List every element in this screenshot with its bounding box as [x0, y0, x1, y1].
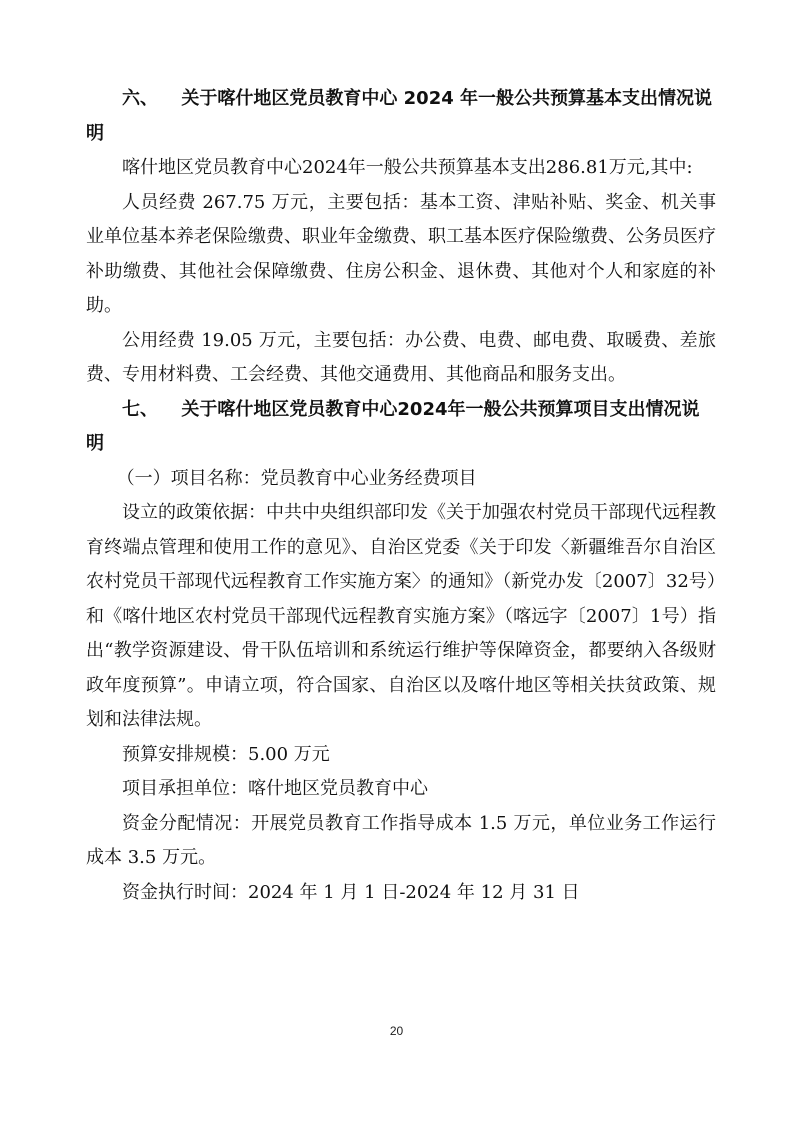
- policy-basis: 设立的政策依据：中共中央组织部印发《关于加强农村党员干部现代远程教育终端点管理和使用工作的意见》、自治区党委《关于印发〈新疆维吾尔自治区农村党员干部现代远程教育工作实施方案〉的通知》（新党办发〔2007〕32号）和《喀什地区农村党员干部现代远程教育实施方案》（喀远字〔2007〕1号）指出“教学资源建设、骨干队伍培训和系统运行维护等保障资金，都要纳入各级财政年度预算”。申请立项，符合国家、自治区以及喀什地区等相关扶贫政策、规划和法律法规。: [86, 502, 716, 730]
- budget-scale: 预算安排规模：5.00 万元: [122, 743, 330, 765]
- section-six-heading: [86, 82, 716, 117]
- section-six-paragraph-public: 公用经费 19.05 万元，主要包括：办公费、电费、邮电费、取暖费、差旅费、专用材料费、工会经费、其他交通费用、其他商品和服务支出。: [86, 329, 716, 385]
- page-number: 20: [389, 1024, 404, 1038]
- section-seven-heading: [86, 393, 716, 428]
- page-content: [86, 82, 716, 910]
- project-unit: 项目承担单位：喀什地区党员教育中心: [122, 778, 428, 799]
- section-seven-title-continued: 明: [86, 433, 104, 454]
- execution-period: 资金执行时间：2024 年 1 月 1 日-2024 年 12 月 31 日: [122, 881, 580, 903]
- project-name: （一）项目名称：党员教育中心业务经费项目: [116, 467, 477, 489]
- fund-allocation: 资金分配情况：开展党员教育工作指导成本 1.5 万元，单位业务工作运行成本 3.5 万元。: [86, 812, 716, 868]
- section-seven-number: 七、: [122, 398, 158, 420]
- section-six-number: 六、: [122, 88, 158, 109]
- section-six-paragraph-personnel: 人员经费 267.75 万元，主要包括：基本工资、津贴补贴、奖金、机关事业单位基本养老保险缴费、职业年金缴费、职工基本医疗保险缴费、公务员医疗补助缴费、其他社会保障缴费、住房公积金、退休费、其他对个人和家庭的补助。: [86, 191, 716, 316]
- section-six-title: 关于喀什地区党员教育中心 2024 年一般公共预算基本支出情况说: [181, 88, 713, 109]
- section-seven-title: 关于喀什地区党员教育中心2024年一般公共预算项目支出情况说: [181, 398, 700, 420]
- section-six-title-continued: 明: [86, 122, 104, 144]
- section-six-paragraph-total: 喀什地区党员教育中心2024年一般公共预算基本支出286.81万元,其中:: [122, 157, 693, 178]
